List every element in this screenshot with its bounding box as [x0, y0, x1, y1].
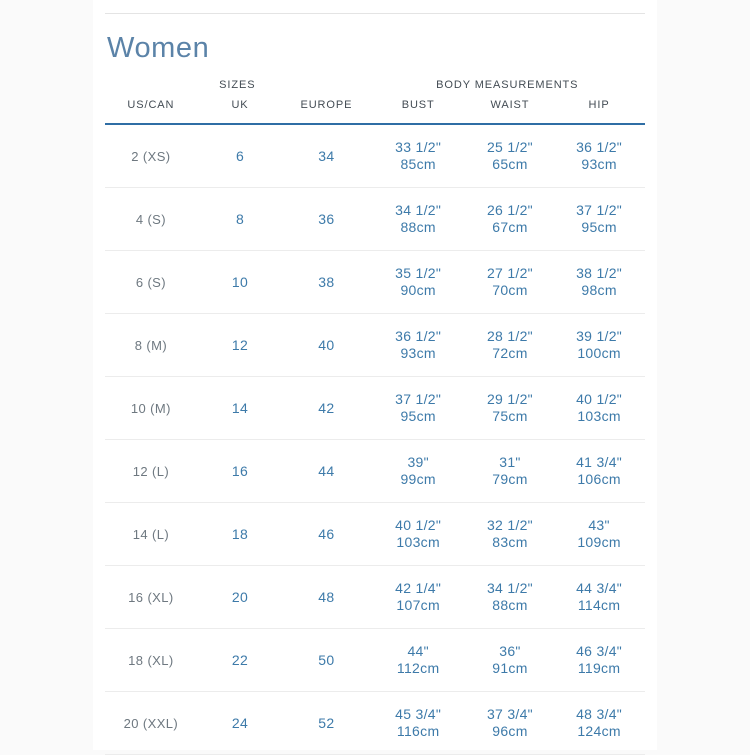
table-row — [105, 692, 645, 755]
waist-inches: 25 1/2" — [486, 139, 533, 155]
cell-uk-size: 14 — [197, 377, 283, 440]
cell-bust — [370, 124, 467, 188]
size-guide-page — [93, 0, 657, 750]
waist-centimeters: 91cm — [492, 660, 528, 676]
hip-inches: 40 1/2" — [576, 391, 623, 407]
hip-inches: 48 3/4" — [576, 706, 623, 722]
cell-bust — [370, 629, 467, 692]
cell-hip — [553, 629, 645, 692]
bust-inches: 37 1/2" — [395, 391, 442, 407]
cell-waist — [467, 440, 553, 503]
cell-waist — [467, 251, 553, 314]
women-size-chart — [105, 75, 645, 755]
waist-inches: 28 1/2" — [486, 328, 533, 344]
hip-inches: 39 1/2" — [576, 328, 623, 344]
cell-us-can-size: 6 (S) — [105, 251, 197, 314]
col-header-us-can: US/CAN — [105, 94, 197, 124]
table-row — [105, 629, 645, 692]
hip-inches: 41 3/4" — [576, 454, 623, 470]
waist-inches: 36" — [499, 643, 521, 659]
waist-centimeters: 67cm — [492, 219, 528, 235]
cell-waist — [467, 692, 553, 755]
table-body — [105, 124, 645, 755]
bust-inches: 39" — [407, 454, 429, 470]
cell-us-can-size: 2 (XS) — [105, 124, 197, 188]
bust-inches: 33 1/2" — [395, 139, 442, 155]
table-header — [105, 75, 645, 124]
table-row — [105, 440, 645, 503]
cell-uk-size: 6 — [197, 124, 283, 188]
cell-us-can-size: 10 (M) — [105, 377, 197, 440]
cell-uk-size: 18 — [197, 503, 283, 566]
cell-europe-size: 48 — [283, 566, 369, 629]
table-row — [105, 566, 645, 629]
table-row — [105, 503, 645, 566]
bust-centimeters: 116cm — [396, 723, 440, 739]
col-header-waist: WAIST — [467, 94, 553, 124]
hip-centimeters: 124cm — [577, 723, 621, 739]
hip-centimeters: 100cm — [577, 345, 621, 361]
bust-centimeters: 85cm — [400, 156, 436, 172]
waist-inches: 32 1/2" — [486, 517, 533, 533]
cell-europe-size: 52 — [283, 692, 369, 755]
hip-centimeters: 119cm — [577, 660, 621, 676]
waist-inches: 31" — [499, 454, 521, 470]
cell-europe-size: 34 — [283, 124, 369, 188]
cell-us-can-size: 20 (XXL) — [105, 692, 197, 755]
cell-uk-size: 16 — [197, 440, 283, 503]
bust-inches: 36 1/2" — [395, 328, 442, 344]
cell-bust — [370, 692, 467, 755]
group-header-body-measurements: BODY MEASUREMENTS — [436, 79, 579, 91]
waist-inches: 34 1/2" — [486, 580, 533, 596]
cell-europe-size: 36 — [283, 188, 369, 251]
waist-centimeters: 72cm — [492, 345, 528, 361]
cell-uk-size: 8 — [197, 188, 283, 251]
cell-waist — [467, 503, 553, 566]
cell-waist — [467, 566, 553, 629]
cell-waist — [467, 124, 553, 188]
cell-hip — [553, 566, 645, 629]
cell-hip — [553, 377, 645, 440]
hip-centimeters: 106cm — [577, 471, 621, 487]
bust-inches: 44" — [407, 643, 429, 659]
bust-centimeters: 88cm — [400, 219, 436, 235]
hip-centimeters: 95cm — [581, 219, 617, 235]
cell-uk-size: 10 — [197, 251, 283, 314]
bust-centimeters: 99cm — [400, 471, 436, 487]
cell-waist — [467, 188, 553, 251]
cell-waist — [467, 629, 553, 692]
cell-hip — [553, 251, 645, 314]
cell-us-can-size: 4 (S) — [105, 188, 197, 251]
bust-inches: 42 1/4" — [395, 580, 442, 596]
table-row — [105, 124, 645, 188]
col-header-bust: BUST — [370, 94, 467, 124]
hip-inches: 44 3/4" — [576, 580, 623, 596]
table-row — [105, 188, 645, 251]
cell-us-can-size: 16 (XL) — [105, 566, 197, 629]
cell-hip — [553, 692, 645, 755]
cell-hip — [553, 440, 645, 503]
bust-inches: 34 1/2" — [395, 202, 442, 218]
cell-us-can-size: 8 (M) — [105, 314, 197, 377]
hip-centimeters: 114cm — [577, 597, 621, 613]
cell-europe-size: 38 — [283, 251, 369, 314]
cell-bust — [370, 503, 467, 566]
group-header-row — [105, 75, 645, 94]
cell-waist — [467, 314, 553, 377]
table-row — [105, 314, 645, 377]
table-row — [105, 251, 645, 314]
cell-bust — [370, 314, 467, 377]
bust-centimeters: 103cm — [396, 534, 440, 550]
cell-uk-size: 24 — [197, 692, 283, 755]
cell-bust — [370, 440, 467, 503]
hip-centimeters: 103cm — [577, 408, 621, 424]
cell-hip — [553, 188, 645, 251]
cell-us-can-size: 12 (L) — [105, 440, 197, 503]
column-header-row — [105, 94, 645, 124]
hip-inches: 36 1/2" — [576, 139, 623, 155]
hip-centimeters: 109cm — [577, 534, 621, 550]
waist-centimeters: 75cm — [492, 408, 528, 424]
bust-centimeters: 90cm — [400, 282, 436, 298]
bust-centimeters: 93cm — [400, 345, 436, 361]
hip-inches: 38 1/2" — [576, 265, 623, 281]
waist-centimeters: 70cm — [492, 282, 528, 298]
bust-centimeters: 107cm — [396, 597, 440, 613]
bust-centimeters: 95cm — [400, 408, 436, 424]
hip-inches: 46 3/4" — [576, 643, 623, 659]
cell-europe-size: 40 — [283, 314, 369, 377]
cell-hip — [553, 314, 645, 377]
table-row — [105, 377, 645, 440]
cell-uk-size: 20 — [197, 566, 283, 629]
cell-waist — [467, 377, 553, 440]
page-title: Women — [107, 32, 210, 64]
cell-bust — [370, 377, 467, 440]
col-header-europe: EUROPE — [283, 94, 369, 124]
col-header-uk: UK — [197, 94, 283, 124]
bust-inches: 35 1/2" — [395, 265, 442, 281]
waist-centimeters: 88cm — [492, 597, 528, 613]
cell-europe-size: 44 — [283, 440, 369, 503]
hip-centimeters: 93cm — [581, 156, 617, 172]
cell-europe-size: 50 — [283, 629, 369, 692]
waist-centimeters: 79cm — [492, 471, 528, 487]
bust-inches: 40 1/2" — [395, 517, 442, 533]
top-divider — [105, 13, 645, 14]
waist-centimeters: 65cm — [492, 156, 528, 172]
cell-uk-size: 12 — [197, 314, 283, 377]
cell-bust — [370, 566, 467, 629]
waist-centimeters: 96cm — [492, 723, 528, 739]
cell-bust — [370, 188, 467, 251]
waist-inches: 27 1/2" — [486, 265, 533, 281]
waist-centimeters: 83cm — [492, 534, 528, 550]
hip-inches: 37 1/2" — [576, 202, 623, 218]
waist-inches: 26 1/2" — [486, 202, 533, 218]
cell-us-can-size: 18 (XL) — [105, 629, 197, 692]
cell-uk-size: 22 — [197, 629, 283, 692]
waist-inches: 29 1/2" — [486, 391, 533, 407]
hip-centimeters: 98cm — [581, 282, 617, 298]
cell-hip — [553, 503, 645, 566]
bust-inches: 45 3/4" — [395, 706, 442, 722]
bust-centimeters: 112cm — [396, 660, 440, 676]
cell-bust — [370, 251, 467, 314]
cell-europe-size: 42 — [283, 377, 369, 440]
cell-europe-size: 46 — [283, 503, 369, 566]
waist-inches: 37 3/4" — [486, 706, 533, 722]
cell-us-can-size: 14 (L) — [105, 503, 197, 566]
group-header-sizes: SIZES — [219, 79, 256, 91]
col-header-hip: HIP — [553, 94, 645, 124]
cell-hip — [553, 124, 645, 188]
hip-inches: 43" — [588, 517, 610, 533]
